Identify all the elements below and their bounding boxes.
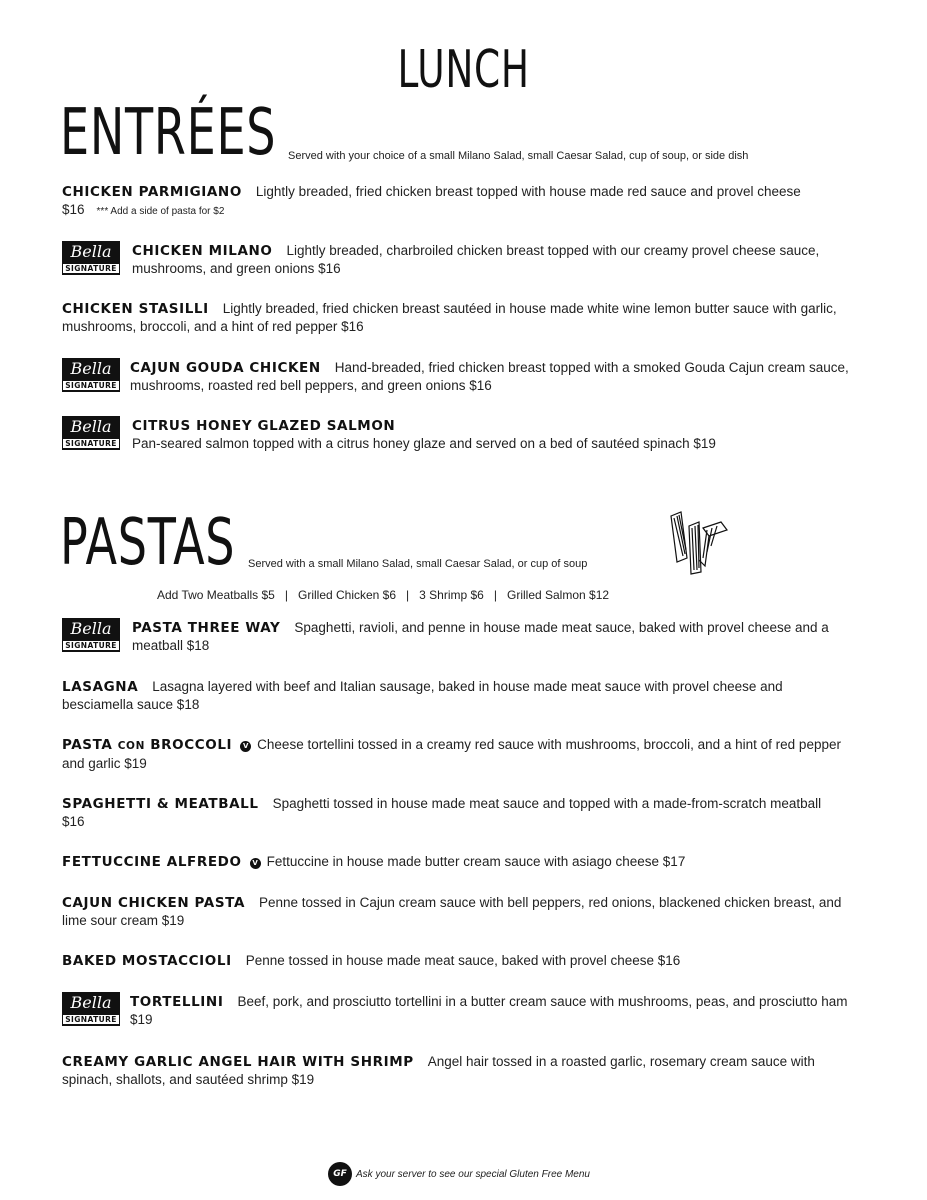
addon-item: 3 Shrimp $6 bbox=[419, 588, 484, 602]
item-desc: Pan-seared salmon topped with a citrus honey glaze and served on a bed of sautéed spinach $19 bbox=[132, 436, 716, 451]
bella-signature-badge bbox=[62, 416, 120, 450]
item-desc: Spaghetti tossed in house made meat sauce and topped with a made-from-scratch meatball $16 bbox=[62, 796, 822, 829]
badge-label: SIGNATURE bbox=[63, 381, 119, 390]
menu-item-lasagna bbox=[62, 678, 822, 714]
entrees-heading: ENTRÉES bbox=[60, 96, 277, 170]
vegetarian-icon: V bbox=[240, 741, 251, 752]
item-desc: Cheese tortellini tossed in a creamy red sauce with mushrooms, broccoli, and a hint of red pepper and garlic $19 bbox=[62, 737, 841, 771]
item-desc: Fettuccine in house made butter cream sauce with asiago cheese $17 bbox=[266, 854, 686, 869]
menu-item-tortellini bbox=[130, 993, 860, 1029]
menu-item-cajun-chicken-pasta bbox=[62, 894, 862, 930]
item-name: TORTELLINI bbox=[130, 994, 224, 1010]
bella-signature-badge bbox=[62, 358, 120, 392]
item-extra-note: *** Add a side of pasta for $2 bbox=[96, 206, 225, 217]
badge-label: SIGNATURE bbox=[63, 439, 119, 448]
item-name-part: CON bbox=[117, 740, 145, 752]
item-desc: Lightly breaded, fried chicken breast sautéed in house made white wine lemon butter sauce with garlic, mushrooms, broccoli, and a hint of red pepper $16 bbox=[62, 301, 837, 334]
item-name-part: BROCCOLI bbox=[144, 737, 233, 753]
penne-pasta-icon bbox=[665, 508, 731, 576]
gluten-free-footer bbox=[328, 1162, 590, 1186]
addon-item: Add Two Meatballs $5 bbox=[157, 588, 275, 602]
page-title: LUNCH bbox=[397, 40, 530, 100]
badge-script: Bella bbox=[70, 242, 112, 261]
pastas-heading: PASTAS bbox=[60, 506, 236, 580]
item-name: CHICKEN MILANO bbox=[132, 243, 273, 259]
menu-item-pasta-con-broccoli bbox=[62, 736, 852, 773]
item-desc: Penne tossed in house made meat sauce, baked with provel cheese $16 bbox=[245, 953, 681, 968]
item-name: CHICKEN PARMIGIANO bbox=[62, 184, 242, 200]
gluten-free-icon: GF bbox=[328, 1162, 352, 1186]
item-name bbox=[62, 737, 232, 753]
item-name: BAKED MOSTACCIOLI bbox=[62, 953, 232, 969]
addon-separator: | bbox=[406, 588, 410, 602]
item-desc: Lightly breaded, charbroiled chicken breast topped with our creamy provel cheese sauce, mushrooms, and green onions $16 bbox=[132, 243, 820, 276]
item-name: CHICKEN STASILLI bbox=[62, 301, 209, 317]
menu-item-chicken-parmigiano bbox=[62, 183, 862, 221]
badge-label: SIGNATURE bbox=[63, 641, 119, 650]
menu-item-baked-mostaccioli bbox=[62, 952, 862, 970]
item-desc: Penne tossed in Cajun cream sauce with bell peppers, red onions, blackened chicken breast, and lime sour cream $19 bbox=[62, 895, 842, 928]
item-name: FETTUCCINE ALFREDO bbox=[62, 854, 242, 870]
addon-separator: | bbox=[493, 588, 497, 602]
item-desc: Lasagna layered with beef and Italian sausage, baked in house made meat sauce with provel cheese and besciamella sauce $18 bbox=[62, 679, 783, 712]
badge-script: Bella bbox=[70, 619, 112, 638]
bella-signature-badge bbox=[62, 618, 120, 652]
item-name: PASTA THREE WAY bbox=[132, 620, 281, 636]
menu-item-fettuccine-alfredo bbox=[62, 853, 852, 871]
item-name: CAJUN GOUDA CHICKEN bbox=[130, 360, 321, 376]
item-name: CREAMY GARLIC ANGEL HAIR WITH SHRIMP bbox=[62, 1054, 414, 1070]
menu-item-spaghetti-meatball bbox=[62, 795, 832, 831]
item-name-part: PASTA bbox=[62, 737, 118, 753]
vegetarian-icon: V bbox=[250, 858, 261, 869]
pastas-note: Served with a small Milano Salad, small Caesar Salad, or cup of soup bbox=[248, 558, 588, 570]
pasta-addons bbox=[157, 588, 609, 602]
menu-item-chicken-stasilli bbox=[62, 300, 862, 336]
menu-item-cajun-gouda-chicken bbox=[130, 359, 860, 395]
bella-signature-badge bbox=[62, 241, 120, 275]
badge-label: SIGNATURE bbox=[63, 264, 119, 273]
addon-separator: | bbox=[284, 588, 288, 602]
badge-script: Bella bbox=[70, 993, 112, 1012]
menu-item-chicken-milano bbox=[132, 242, 852, 278]
item-desc: Lightly breaded, fried chicken breast topped with house made red sauce and provel cheese bbox=[255, 184, 801, 199]
item-name: CAJUN CHICKEN PASTA bbox=[62, 895, 245, 911]
bella-signature-badge bbox=[62, 992, 120, 1026]
badge-label: SIGNATURE bbox=[63, 1015, 119, 1024]
addon-item: Grilled Chicken $6 bbox=[297, 588, 397, 602]
item-desc: Hand-breaded, fried chicken breast topped with a smoked Gouda Cajun cream sauce, mushrooms, roasted red bell peppers, and green onions $16 bbox=[130, 360, 849, 393]
footer-text: Ask your server to see our special Gluten Free Menu bbox=[356, 1168, 590, 1180]
item-name: LASAGNA bbox=[62, 679, 139, 695]
entrees-note: Served with your choice of a small Milano Salad, small Caesar Salad, cup of soup, or side dish bbox=[288, 150, 749, 162]
item-desc: Angel hair tossed in a roasted garlic, rosemary cream sauce with spinach, shallots, and sautéed shrimp $19 bbox=[62, 1054, 815, 1087]
addon-item: Grilled Salmon $12 bbox=[506, 588, 610, 602]
item-name: CITRUS HONEY GLAZED SALMON bbox=[132, 418, 396, 434]
menu-item-creamy-garlic-angel-hair bbox=[62, 1053, 862, 1089]
menu-item-pasta-three-way bbox=[132, 619, 857, 655]
item-price: $16 bbox=[62, 202, 85, 217]
item-desc: Beef, pork, and prosciutto tortellini in a butter cream sauce with mushrooms, peas, and prosciutto ham $19 bbox=[130, 994, 848, 1027]
badge-script: Bella bbox=[70, 417, 112, 436]
item-desc: Spaghetti, ravioli, and penne in house made meat sauce, baked with provel cheese and a meatball $18 bbox=[132, 620, 829, 653]
item-name: SPAGHETTI & MEATBALL bbox=[62, 796, 259, 812]
menu-item-citrus-honey-glazed-salmon bbox=[132, 417, 852, 453]
badge-script: Bella bbox=[70, 359, 112, 378]
